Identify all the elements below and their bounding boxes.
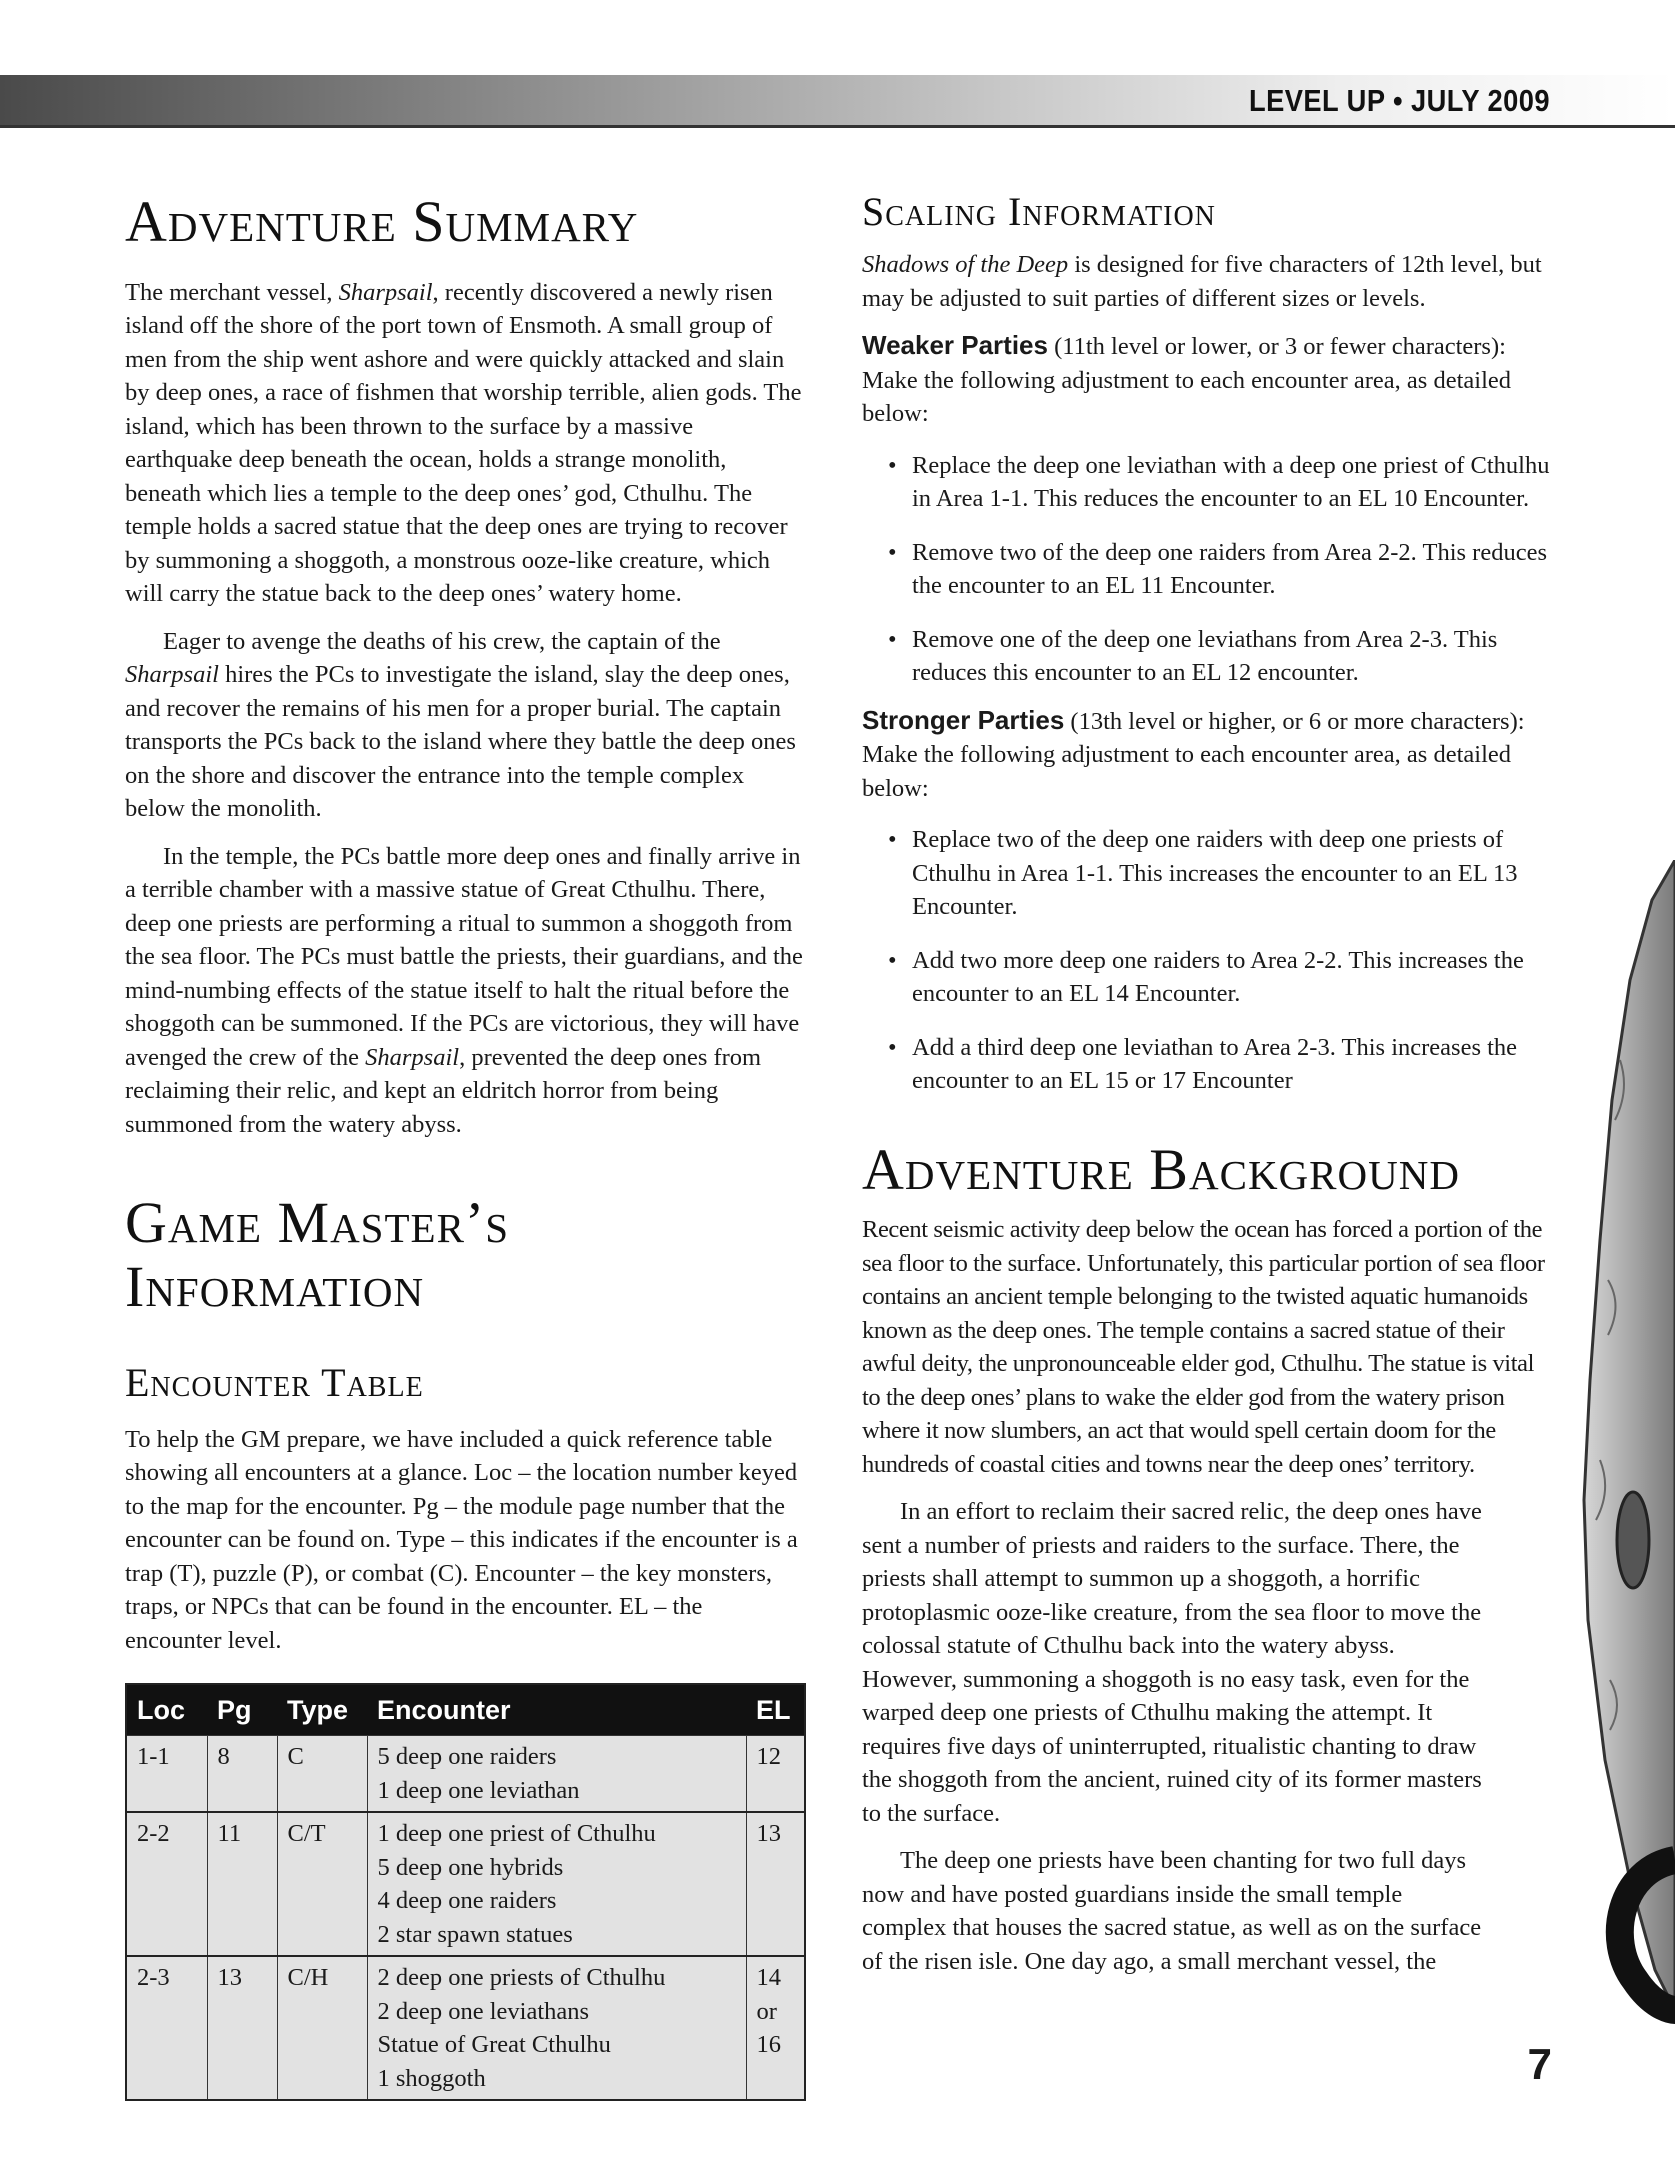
adventure-summary-heading: Adventure Summary [125,189,639,254]
cell-type: C/T [277,1812,367,1956]
weaker-parties-label: Weaker Parties [862,330,1048,360]
header-bar [0,75,1675,128]
cell-pg: 8 [207,1736,277,1813]
summary-paragraph-1: The merchant vessel, Sharpsail, recently discovered a newly risen island off the shore of the port town of Ensmoth. A small group of men from the ship went ashore and were quickly attacked and slain by deep ones, a race of fishmen that worship terrible, alien gods. The island, which has been thrown to the surface by a massive earthquake deep beneath the ocean, holds a strange monolith, beneath which lies a temple to the deep ones’ god, Cthulhu. The temple holds a sacred statue that the deep ones are trying to recover by summoning a shoggoth, a monstrous ooze-like creature, which will carry the statue back to the deep ones’ watery home. [125,278,802,608]
list-item: • Remove one of the deep one leviathans from Area 2-3. This reduces this encounter to an EL 12 encounter. [862,623,1550,690]
bullet-icon: • [888,1033,897,1061]
table-row [126,1956,805,2100]
list-item: • Add a third deep one leviathan to Area 2-3. This increases the encounter to an EL 15 or 17 Encounter [862,1031,1550,1098]
bullet-icon: • [888,625,897,653]
encounter-table [125,1683,806,2101]
cell-el: 12 [746,1736,805,1813]
list-item: • Remove two of the deep one raiders from Area 2-2. This reduces the encounter to an EL 11 Encounter. [862,536,1550,603]
cell-loc: 2-3 [126,1956,207,2100]
column-header: Pg [207,1684,277,1736]
list-item: • Add two more deep one raiders to Area 2-2. This increases the encounter to an EL 14 Encounter. [862,944,1550,1011]
tentacle-decoration [1560,860,1675,2050]
cell-encounter: 1 deep one priest of Cthulhu 5 deep one hybrids 4 deep one raiders 2 star spawn statues [367,1812,746,1956]
cell-encounter: 2 deep one priests of Cthulhu 2 deep one leviathans Statue of Great Cthulhu 1 shoggoth [367,1956,746,2100]
encounter-table-heading: Encounter Table [125,1359,424,1405]
table-row [126,1812,805,1956]
background-paragraph-3: The deep one priests have been chanting for two full days now and have posted guardians inside the small temple complex that houses the sacred statue, as well as on the surface of the risen isle. One day ago, a small merchant vessel, the [862,1847,1482,1975]
stronger-parties-list [862,823,1550,1098]
right-column [862,190,1550,1978]
left-column [125,190,805,2101]
list-item: • Replace the deep one leviathan with a deep one priest of Cthulhu in Area 1-1. This reduces the encounter to an EL 10 Encounter. [862,449,1550,516]
cell-el: 13 [746,1812,805,1956]
cell-el: 14 or 16 [746,1956,805,2100]
column-header: Loc [126,1684,207,1736]
summary-paragraph-2: Eager to avenge the deaths of his crew, the captain of the Sharpsail hires the PCs to investigate the island, slay the deep ones, and recover the remains of his men for a proper burial. The captain transports the PCs back to the island where they battle the deep ones on the shore and discover the entrance into the temple complex below the monolith. [125,627,796,823]
table-header-row [126,1684,805,1736]
summary-paragraph-3: In the temple, the PCs battle more deep ones and finally arrive in a terrible chamber with a massive statue of Great Cthulhu. There, deep one priests are performing a ritual to summon a shoggoth from the sea floor. The PCs must battle the priests, their guardians, and the mind-numbing effects of the statue itself to halt the ritual before the shoggoth can be summoned. If the PCs are victorious, they will have avenged the crew of the Sharpsail, prevented the deep ones from reclaiming their relic, and kept an eldritch horror from being summoned from the watery abyss. [125,842,803,1138]
stronger-parties-label: Stronger Parties [862,704,1065,735]
bullet-icon: • [888,826,897,853]
bullet-icon: • [888,946,897,974]
list-item: • Replace two of the deep one raiders with deep one priests of Cthulhu in Area 1-1. This increases the encounter to an EL 13 Encounter. [862,823,1550,924]
cell-loc: 1-1 [126,1736,207,1813]
cell-pg: 11 [207,1812,277,1956]
weaker-parties-list [862,449,1550,690]
cell-type: C [277,1736,367,1813]
cell-pg: 13 [207,1956,277,2100]
adventure-background-heading: Adventure Background [862,1136,1460,1202]
background-paragraph-2: In an effort to reclaim their sacred relic, the deep ones have sent a number of priests and raiders to the surface. There, the priests shall attempt to summon up a shoggoth, a horrific protoplasmic ooze-like creature, from the sea floor to move the colossal statute of Cthulhu back into the watery abyss. However, summoning a shoggoth is no easy task, even for the warped deep one priests of Cthulhu making the attempt. It requires five days of uninterrupted, ritualistic chanting to draw the shoggoth from the ancient, ruined city of its former masters to the surface. [862,1498,1482,1827]
gm-information-heading: Game Master’s Information [125,1190,510,1320]
header-title: LEVEL UP • JULY 2009 [1249,83,1550,118]
column-header: EL [746,1684,805,1736]
cell-type: C/H [277,1956,367,2100]
bullet-icon: • [888,451,897,479]
stronger-parties-paragraph: Stronger Parties (13th level or higher, or 6 or more characters): Make the following adjustment to each encounter area, as detailed below: [862,704,1525,802]
table-row [126,1736,805,1813]
scaling-information-heading: Scaling Information [862,189,1216,234]
encounter-intro: To help the GM prepare, we have included a quick reference table showing all encounters at a glance. Loc – the location number keyed to the map for the encounter. Pg – the module page number that the encounter can be found on. Type – this indicates if the encounter is a trap (T), puzzle (P), or combat (C). Encounter – the key monsters, traps, or NPCs that can be found in the encounter. EL – the encounter level. [125,1425,798,1654]
column-header: Type [277,1684,367,1736]
page-number: 7 [1527,2040,1552,2089]
bullet-icon: • [888,538,897,566]
cell-encounter: 5 deep one raiders 1 deep one leviathan [367,1736,746,1813]
cell-loc: 2-2 [126,1812,207,1956]
background-paragraph-1: Recent seismic activity deep below the ocean has forced a portion of the sea floor to the surface. Unfortunately, this particular portion of sea floor contains an ancient temple belonging to the twisted aquatic humanoids known as the deep ones. The temple contains a sacred statue of their awful deity, the unpronounceable elder god, Cthulhu. The statue is vital to the deep ones’ plans to wake the elder god from the watery prison where it now slumbers, an act that would spell certain doom for the hundreds of coastal cities and towns near the deep ones’ territory. [862,1216,1545,1478]
weaker-parties-paragraph: Weaker Parties (11th level or lower, or 3 or fewer characters): Make the following adjustment to each encounter area, as detailed below: [862,330,1511,427]
scaling-intro: Shadows of the Deep is designed for five characters of 12th level, but may be adjusted to suit parties of different sizes or levels. [862,251,1542,312]
column-header: Encounter [367,1684,746,1736]
